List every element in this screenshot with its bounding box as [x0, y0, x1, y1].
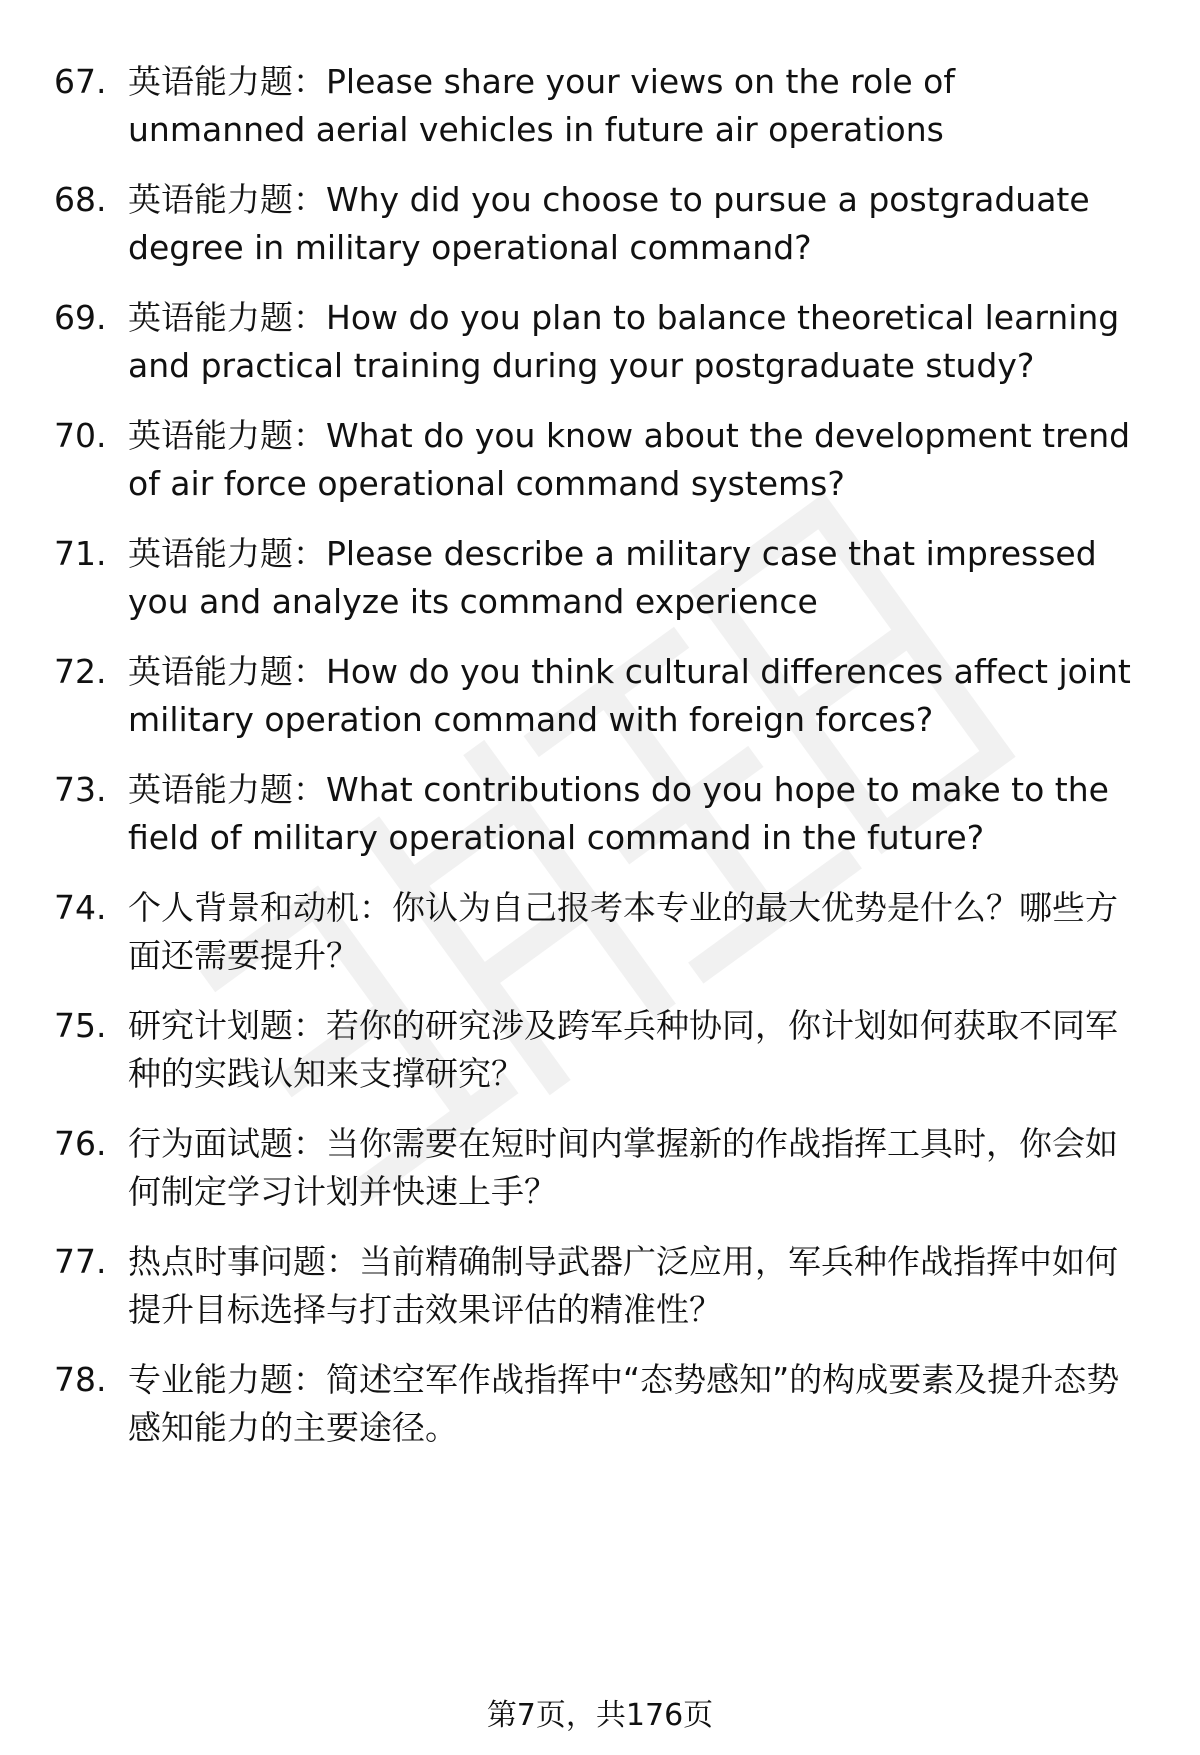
question-number: 71. — [54, 534, 107, 573]
question-number: 73. — [54, 770, 107, 809]
question-text: 英语能力题：Why did you choose to pursue a postgraduate degree in military operational command? — [128, 180, 1090, 267]
question-item — [0, 648, 1200, 744]
question-number: 78. — [54, 1360, 107, 1399]
question-number: 77. — [54, 1242, 107, 1281]
question-text: 英语能力题：What do you know about the development trend of air force operational command systems? — [128, 416, 1131, 503]
question-text: 专业能力题：简述空军作战指挥中“态势感知”的构成要素及提升态势感知能力的主要途径。 — [128, 1360, 1120, 1447]
question-number: 75. — [54, 1006, 107, 1045]
question-text: 行为面试题：当你需要在短时间内掌握新的作战指挥工具时，你会如何制定学习计划并快速上手？ — [128, 1124, 1118, 1211]
question-text: 英语能力题：What contributions do you hope to make to the field of military operational command in the future? — [128, 770, 1109, 857]
question-item — [0, 1356, 1200, 1452]
question-number: 72. — [54, 652, 107, 691]
question-list — [0, 58, 1200, 1474]
question-item — [0, 176, 1200, 272]
question-item — [0, 766, 1200, 862]
question-text: 研究计划题：若你的研究涉及跨军兵种协同，你计划如何获取不同军种的实践认知来支撑研究？ — [128, 1006, 1118, 1093]
question-number: 74. — [54, 888, 107, 927]
question-item — [0, 1002, 1200, 1098]
question-number: 69. — [54, 298, 107, 337]
question-item — [0, 1238, 1200, 1334]
question-number: 68. — [54, 180, 107, 219]
question-item — [0, 530, 1200, 626]
question-item — [0, 294, 1200, 390]
question-item — [0, 1120, 1200, 1216]
question-text: 热点时事问题：当前精确制导武器广泛应用，军兵种作战指挥中如何提升目标选择与打击效果评估的精准性？ — [128, 1242, 1118, 1329]
question-item — [0, 58, 1200, 154]
page-footer — [0, 1696, 1200, 1736]
question-item — [0, 412, 1200, 508]
question-text: 英语能力题：How do you plan to balance theoretical learning and practical training during your postgraduate study? — [128, 298, 1120, 385]
question-text: 个人背景和动机：你认为自己报考本专业的最大优势是什么？哪些方面还需要提升？ — [128, 888, 1118, 975]
question-number: 67. — [54, 62, 107, 101]
question-number: 76. — [54, 1124, 107, 1163]
question-item — [0, 884, 1200, 980]
page-number-label: 第7页，共176页 — [486, 1698, 714, 1733]
question-text: 英语能力题：Please share your views on the role of unmanned aerial vehicles in future air operations — [128, 62, 955, 149]
question-text: 英语能力题：Please describe a military case that impressed you and analyze its command experience — [128, 534, 1097, 621]
question-text: 英语能力题：How do you think cultural differences affect joint military operation command with foreign forces? — [128, 652, 1131, 739]
question-number: 70. — [54, 416, 107, 455]
